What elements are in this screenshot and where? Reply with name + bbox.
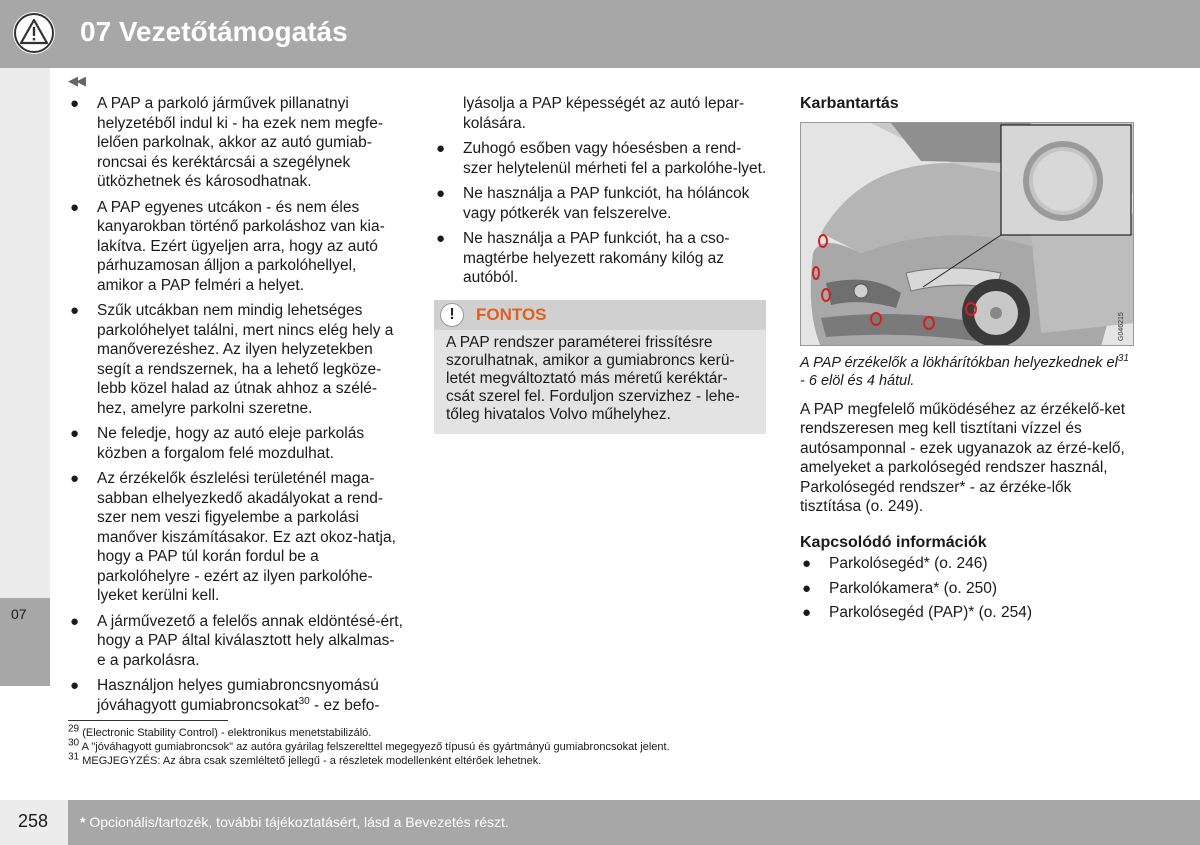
list-item: ● A PAP egyenes utcákon - és nem éles kanyarokban történő parkoláshoz van kia-lakítva. Ezért ügyeljen arra, hogy az autó párhuzamosan álljon a parkolóhellyel, amikor a PAP felméri a helyet.: [70, 198, 385, 294]
related-link[interactable]: ● Parkolósegéd (PAP)* (o. 254): [802, 604, 1033, 621]
car-sensor-figure: [800, 122, 1134, 346]
footnote-ref-30[interactable]: 30: [298, 695, 310, 707]
continued-text: lyásolja a PAP képességét az autó lepar-kolására.: [463, 95, 745, 132]
bullet-icon: ●: [70, 677, 80, 694]
bullet-icon: ●: [802, 579, 812, 597]
bullet-icon: ●: [436, 140, 446, 157]
column-2: [434, 94, 769, 434]
bullet-list-2: [434, 139, 769, 288]
chapter-tab-label: 07: [11, 606, 27, 622]
bullet-icon: ●: [70, 425, 80, 442]
bullet-icon: ●: [70, 612, 80, 630]
bullet-list-1: [68, 94, 403, 715]
asterisk-icon: *: [80, 814, 86, 830]
footnote-divider: [68, 720, 228, 721]
chapter-title: 07 Vezetőtámogatás: [80, 16, 348, 47]
list-item: ● Ne használja a PAP funkciót, ha hóláncok vagy pótkerék van felszerelve.: [436, 185, 750, 222]
footnote-31: $^{31}$ MEGJEGYZÉS: Az ábra csak szemléltető jellegű - a részletek modellenként eltérőek lehetnek.: [68, 751, 542, 767]
important-notice-title: FONTOS: [476, 304, 547, 324]
sidebar-strip: [0, 68, 50, 685]
maintenance-paragraph: A PAP megfelelő működéséhez az érzékelő-ket rendszeresen meg kell tisztítani vízzel és autósamponnal - ezek ugyanazok az érzé-kelő, amelyeket a parkolósegéd rendszer használ, Parkolósegéd rendszer* - az érzéke-lők tisztítása (o. 249).: [800, 400, 1126, 515]
related-link[interactable]: ● Parkolókamera* (o. 250): [802, 579, 997, 597]
footer-note: * Opcionális/tartozék, további tájékoztatásért, lásd a Bevezetés részt.: [80, 814, 509, 830]
list-item: ● A PAP a parkoló járművek pillanatnyi helyzetéből indul ki - ha ezek nem megfe-lelően parkolnak, akkor az autó gumiab-roncsai és keréktárcsái a szegélynek ütközhetnek és károsodhatnak.: [70, 95, 384, 190]
section-heading-related: Kapcsolódó információk: [800, 533, 987, 551]
list-item: ● Zuhogó esőben vagy hóesésben a rend-szer helytelenül mérheti fel a parkolóhe-lyet.: [436, 140, 767, 177]
page-number: 258: [18, 811, 49, 831]
bullet-icon: ●: [70, 470, 80, 487]
bullet-icon: ●: [436, 185, 446, 202]
list-item: ● Szűk utcákban nem mindig lehetséges parkolóhelyet találni, mert nincs elég hely a manőverezéshez. Az ilyen helyzetekben segít a rendszernek, ha a lehető legköze-lebb közel halad az útnak ahhoz a szélé-hez, amelyre parkolni szeretne.: [70, 302, 394, 417]
list-item: ● Használjon helyes gumiabroncsnyomású jóváhagyott gumiabroncsokat$^{30}$ - ez befo-: [70, 677, 380, 714]
important-notice: [434, 300, 766, 434]
figure-code: G046215: [1118, 311, 1125, 341]
footnotes: [68, 723, 670, 768]
list-item: ● Az érzékelők észlelési területénél maga-sabban elhelyezkedő akadályokat a rend-szer nem veszi figyelembe a parkolási manőver kiszámításakor. Ez azt okoz-hatja, hogy a PAP túl korán fordul be a parkolóhelyre - ezért az ilyen parkolóhe-lyeket kerülni kell.: [70, 470, 396, 604]
figure-caption: A PAP érzékelők a lökhárítókban helyezkednek $el^{31} - 6$ elöl és 4 hátul.: [800, 352, 1129, 389]
bullet-icon: ●: [70, 198, 80, 216]
back-nav-icon[interactable]: ◀◀: [68, 73, 84, 88]
warning-triangle-icon: [13, 12, 55, 54]
important-notice-header: [434, 300, 766, 330]
warning-box: [0, 0, 68, 68]
bullet-icon: ●: [802, 555, 812, 572]
related-links-list: [800, 554, 1135, 623]
bullet-icon: ●: [436, 230, 446, 247]
bullet-icon: ●: [70, 95, 80, 112]
footnote-30: $^{30}$ A "jóváhagyott gumiabroncsok" az autóra gyárilag felszerelttel megegyező típusú és gyártmányú gumiabroncsokat jelent.: [68, 737, 670, 753]
footnote-29: $^{29}$ (Electronic Stability Control) - elektronikus menetstabilizáló.: [68, 723, 372, 739]
section-heading-maintenance: Karbantartás: [800, 95, 899, 112]
list-item: ● Ne használja a PAP funkciót, ha a cso-magtérbe helyezett rakomány kilóg az autóból.: [436, 230, 730, 286]
footnote-ref-31[interactable]: 31: [1117, 352, 1129, 364]
column-3: [800, 94, 1135, 628]
bullet-icon: ●: [70, 302, 80, 319]
important-notice-body: A PAP rendszer paraméterei frissítésre szorulhatnak, amikor a gumiabroncs kerü-letét megváltoztató más méretű keréktár-csát szerel fel. Forduljon szervizhez - lehe-tőleg hivatalos Volvo műhelyhez.: [446, 333, 740, 423]
list-item: ● A járművezető a felelős annak eldöntésé-ért, hogy a PAP által kiválasztott hely alkalmas-e a parkolásra.: [70, 612, 403, 669]
bullet-icon: ●: [802, 604, 812, 621]
related-link[interactable]: ● Parkolósegéd* (o. 246): [802, 555, 988, 572]
column-1: [68, 94, 403, 721]
list-item: ● Ne feledje, hogy az autó eleje parkolás közben a forgalom felé mozdulhat.: [70, 425, 365, 462]
car-illustration: [801, 123, 1134, 346]
exclamation-icon: !: [440, 303, 464, 327]
